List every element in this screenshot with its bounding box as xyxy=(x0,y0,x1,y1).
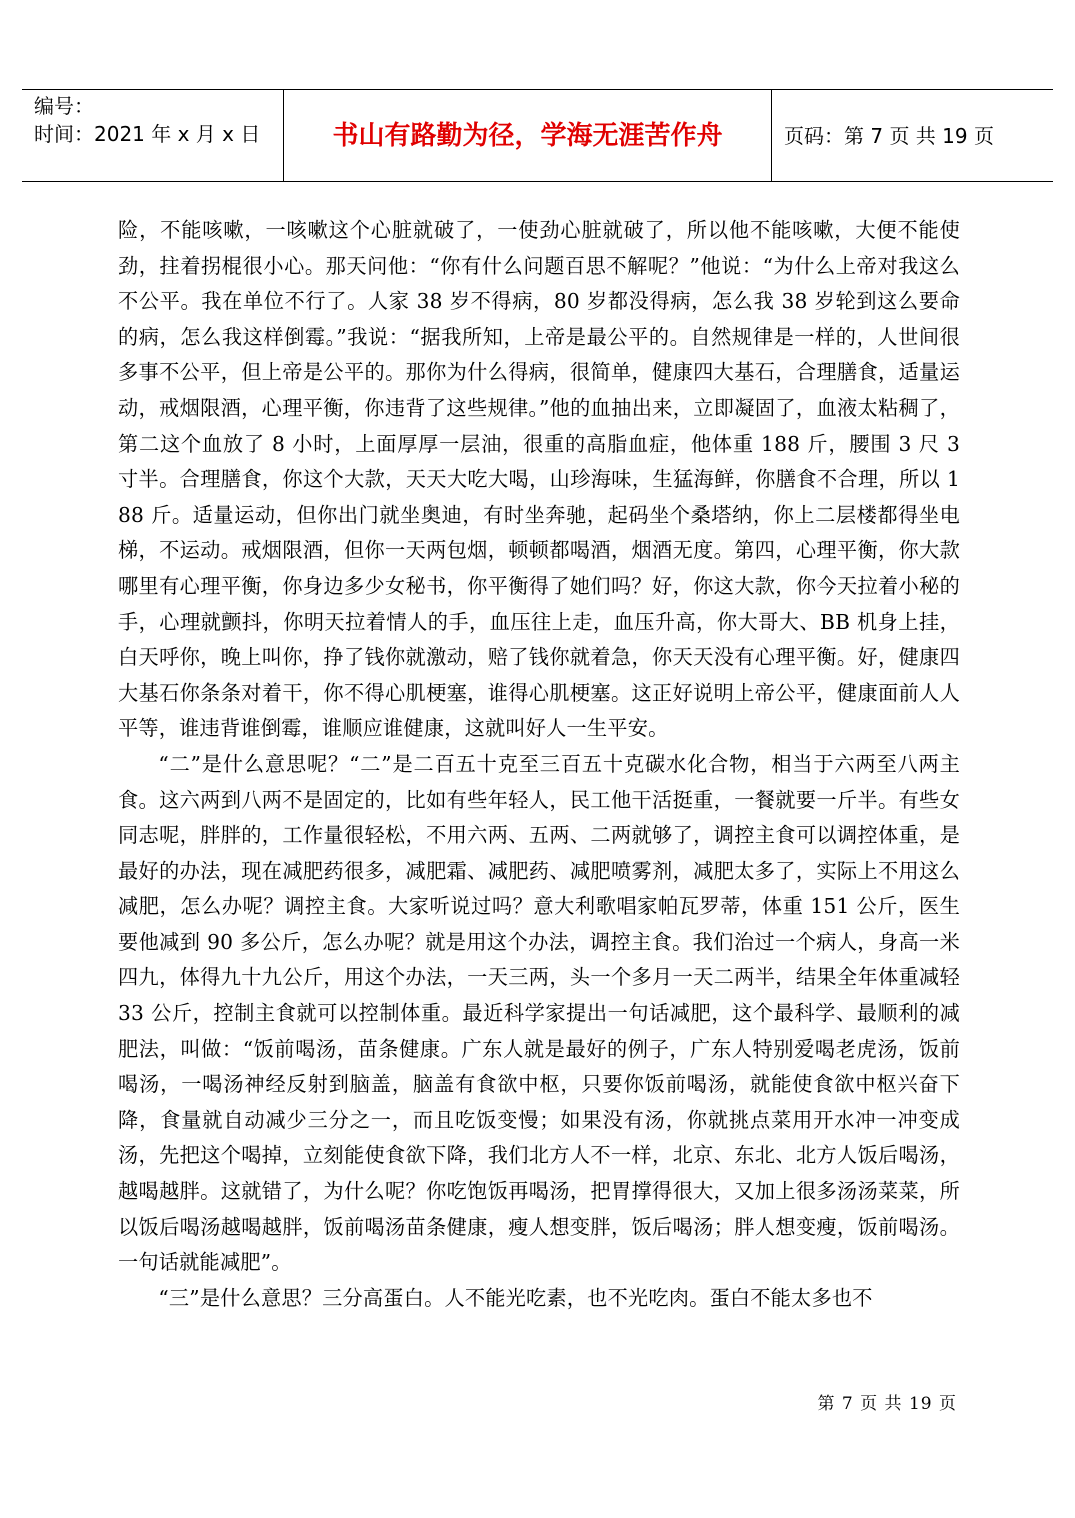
body-paragraph-2: “二”是什么意思呢？“二”是二百五十克至三百五十克碳水化合物，相当于六两至八两主食。这六两到八两不是固定的，比如有些年轻人，民工他干活挺重，一餐就要一斤半。有些女同志呢，胖胖的，工作量很轻松，不用六两、五两、二两就够了，调控主食可以调控体重，是最好的办法，现在减肥药很多，减肥霜、减肥药、减肥喷雾剂，减肥太多了，实际上不用这么减肥，怎么办呢？调控主食。大家听说过吗？意大利歌唱家帕瓦罗蒂，体重 151 公斤，医生要他减到 90 多公斤，怎么办呢？就是用这个办法，调控主食。我们治过一个病人，身高一米四九，体得九十九公斤，用这个办法，一天三两，头一个多月一天二两半，结果全年体重减轻 33 公斤，控制主食就可以控制体重。最近科学家提出一句话减肥，这个最科学、最顺利的减肥法，叫做：“饭前喝汤，苗条健康。广东人就是最好的例子，广东人特别爱喝老虎汤，饭前喝汤，一喝汤神经反射到脑盖，脑盖有食欲中枢，只要你饭前喝汤，就能使食欲中枢兴奋下降，食量就自动减少三分之一，而且吃饭变慢；如果没有汤，你就挑点菜用开水冲一冲变成汤，先把这个喝掉，立刻能使食欲下降，我们北方人不一样，北京、东北、北方人饭后喝汤，越喝越胖。这就错了，为什么呢？你吃饱饭再喝汤，把胃撑得很大，又加上很多汤汤菜菜，所以饭后喝汤越喝越胖，饭前喝汤苗条健康，瘦人想变胖，饭后喝汤；胖人想变瘦，饭前喝汤。一句话就能减肥”。 xyxy=(118,751,960,1275)
header-info-cell xyxy=(22,90,284,181)
header-page-cell xyxy=(772,90,1053,181)
document-body xyxy=(118,213,960,1316)
page-header xyxy=(22,89,1053,182)
document-number-label: 编号： xyxy=(34,94,94,118)
header-motto: 书山有路勤为径，学海无涯苦作舟 xyxy=(332,121,723,151)
body-paragraph-3: “三”是什么意思？三分高蛋白。人不能光吃素，也不光吃肉。蛋白不能太多也不 xyxy=(158,1285,873,1310)
header-motto-cell xyxy=(284,90,772,181)
header-page-number: 页码：第 7 页 共 19 页 xyxy=(784,124,994,148)
body-paragraph-1: 险，不能咳嗽，一咳嗽这个心脏就破了，一使劲心脏就破了，所以他不能咳嗽，大便不能使劲，拄着拐棍很小心。那天问他：“你有什么问题百思不解呢？”他说：“为什么上帝对我这么不公平。我在单位不行了。人家 38 岁不得病，80 岁都没得病，怎么我 38 岁轮到这么要命的病，怎么我这样倒霉。”我说：“据我所知，上帝是最公平的。自然规律是一样的，人世间很多事不公平，但上帝是公平的。那你为什么得病，很简单，健康四大基石，合理膳食，适量运动，戒烟限酒，心理平衡，你违背了这些规律。”他的血抽出来，立即凝固了，血液太粘稠了，第二这个血放了 8 小时，上面厚厚一层油，很重的高脂血症，他体重 188 斤，腰围 3 尺 3 寸半。合理膳食，你这个大款，天天大吃大喝，山珍海味，生猛海鲜，你膳食不合理，所以 188 斤。适量运动，但你出门就坐奥迪，有时坐奔驰，起码坐个桑塔纳，你上二层楼都得坐电梯，不运动。戒烟限酒，但你一天两包烟，顿顿都喝酒，烟酒无度。第四，心理平衡，你大款哪里有心理平衡，你身边多少女秘书，你平衡得了她们吗？好，你这大款，你今天拉着小秘的手，心理就颤抖，你明天拉着情人的手，血压往上走，血压升高，你大哥大、BB 机身上挂，白天呼你，晚上叫你，挣了钱你就激动，赔了钱你就着急，你天天没有心理平衡。好，健康四大基石你条条对着干，你不得心肌梗塞，谁得心肌梗塞。这正好说明上帝公平，健康面前人人平等，谁违背谁倒霉，谁顺应谁健康，这就叫好人一生平安。 xyxy=(118,218,960,741)
document-time-label: 时间：2021 年 x 月 x 日 xyxy=(34,122,261,146)
page-footer: 第 7 页 共 19 页 xyxy=(817,1394,957,1414)
